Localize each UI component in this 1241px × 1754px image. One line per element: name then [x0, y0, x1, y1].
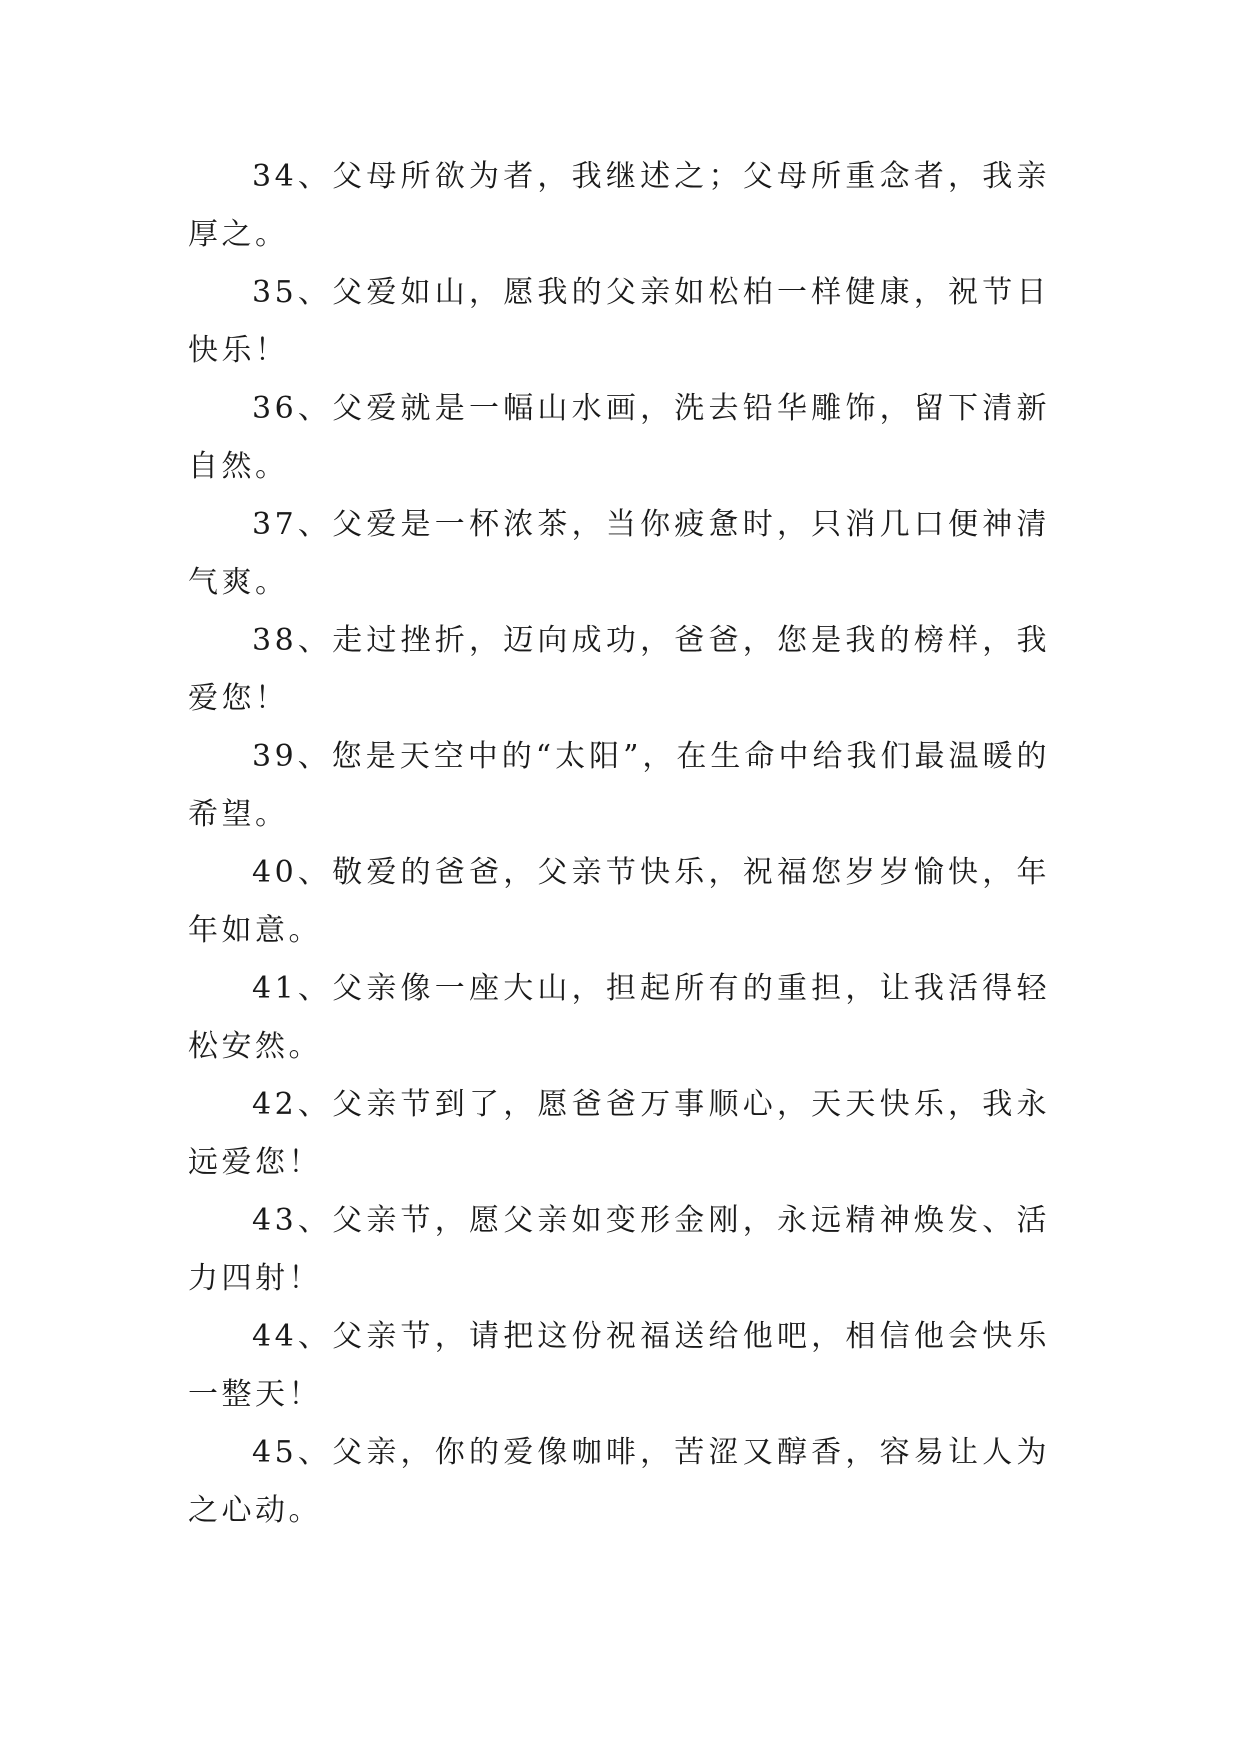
paragraph-37: 37、父爱是一杯浓茶，当你疲惫时，只消几口便神清气爽。 — [188, 507, 1050, 600]
paragraph-39: 39、您是天空中的“太阳”，在生命中给我们最温暖的希望。 — [188, 739, 1050, 832]
paragraph-40: 40、敬爱的爸爸，父亲节快乐，祝福您岁岁愉快，年年如意。 — [188, 855, 1050, 948]
paragraph-35: 35、父爱如山，愿我的父亲如松柏一样健康，祝节日快乐！ — [188, 275, 1050, 368]
paragraph-43: 43、父亲节，愿父亲如变形金刚，永远精神焕发、活力四射！ — [188, 1203, 1050, 1296]
paragraph-41: 41、父亲像一座大山，担起所有的重担，让我活得轻松安然。 — [188, 971, 1050, 1064]
paragraph-38: 38、走过挫折，迈向成功，爸爸，您是我的榜样，我爱您！ — [188, 623, 1050, 716]
paragraph-42: 42、父亲节到了，愿爸爸万事顺心，天天快乐，我永远爱您！ — [188, 1087, 1050, 1180]
paragraph-34: 34、父母所欲为者，我继述之；父母所重念者，我亲厚之。 — [188, 159, 1050, 252]
paragraph-44: 44、父亲节，请把这份祝福送给他吧，相信他会快乐一整天！ — [188, 1319, 1050, 1412]
paragraph-45: 45、父亲，你的爱像咖啡，苦涩又醇香，容易让人为之心动。 — [188, 1435, 1050, 1528]
paragraph-36: 36、父爱就是一幅山水画，洗去铅华雕饰，留下清新自然。 — [188, 391, 1050, 484]
document-body — [188, 148, 1050, 1540]
